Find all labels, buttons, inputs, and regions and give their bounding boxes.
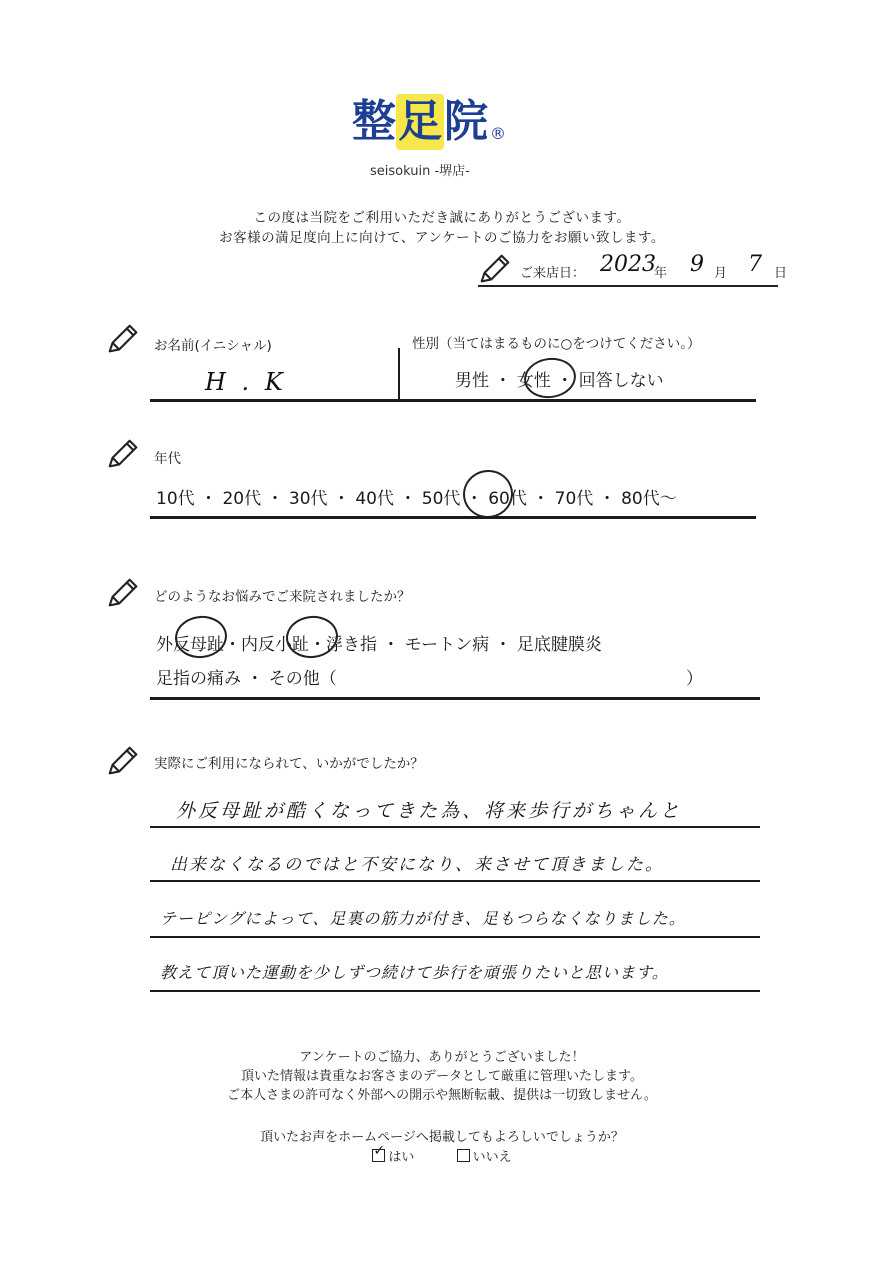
visit-month: 9 (690, 252, 704, 277)
gender-selected-circle (521, 355, 578, 402)
pencil-icon (104, 742, 142, 780)
pencil-icon (104, 435, 142, 473)
visit-date-label: ご来店日： (520, 266, 586, 281)
name-label: お名前(イニシャル) (154, 338, 272, 354)
age-selected-circle (459, 466, 517, 522)
publish-yes-label: はい (388, 1150, 415, 1165)
concern-label: どのようなお悩みでご来院されましたか？ (154, 589, 411, 605)
feedback-line-3: テーピングによって、足裏の筋力が付き、足もつらなくなりました。 (160, 909, 686, 928)
gender-label: 性別（当てはまるものに○をつけてください。） (412, 336, 701, 352)
feedback-rule-3 (150, 936, 760, 938)
feedback-line-4: 教えて頂いた運動を少しずつ続けて歩行を頑張りたいと思います。 (160, 963, 669, 982)
visit-day-unit: 日 (774, 266, 788, 281)
logo-subtitle: seisokuin -堺店- (370, 164, 470, 179)
checkbox-checked-icon[interactable] (372, 1149, 385, 1162)
pencil-icon (476, 250, 514, 288)
feedback-line-1: 外反母趾が酷くなってきた為、将来歩行がちゃんと (176, 800, 683, 822)
age-options: 10代 ・ 20代 ・ 30代 ・ 40代 ・ 50代 ・ 60代 ・ 70代 ・ 80代〜 (156, 489, 677, 509)
logo-char-2: 足 (396, 94, 444, 150)
visit-month-unit: 月 (714, 266, 728, 281)
registered-mark: ® (490, 123, 506, 143)
concern-options-line-1: 外反母趾・内反小趾・浮き指 ・ モートン病 ・ 足底腱膜炎 (156, 635, 602, 655)
feedback-line-2: 出来なくなるのではと不安になり、来させて頂きました。 (170, 855, 664, 875)
concern-underline (150, 697, 760, 700)
pencil-icon (104, 574, 142, 612)
feedback-rule-4 (150, 990, 760, 992)
footer-privacy-1: 頂いた情報は貴重なお客さまのデータとして厳重に管理いたします。 (241, 1069, 643, 1084)
logo (352, 92, 506, 152)
intro-line-1: この度は当院をご利用いただき誠にありがとうございます。 (253, 210, 631, 226)
feedback-label: 実際にご利用になられて、いかがでしたか？ (154, 756, 424, 772)
publish-options (0, 1146, 884, 1165)
logo-char-1: 整 (352, 96, 396, 147)
name-value: H . K (205, 368, 287, 396)
logo-char-3: 院 (444, 96, 488, 147)
footer-privacy-2: ご本人さまの許可なく外部への開示や無断転載、提供は一切致しません。 (227, 1088, 657, 1103)
footer-thanks: アンケートのご協力、ありがとうございました！ (299, 1050, 585, 1065)
concern-options-line-2: 足指の痛み ・ その他（ (156, 669, 337, 689)
gender-options: 男性 ・ 女性 ・ 回答しない (455, 371, 664, 391)
visit-day: 7 (748, 252, 762, 277)
concern-other-close-paren: ） (686, 669, 703, 689)
publish-no-label: いいえ (472, 1150, 512, 1165)
visit-date-underline (478, 285, 778, 287)
feedback-rule-1 (150, 826, 760, 828)
visit-year: 2023 (600, 252, 656, 277)
pencil-icon (104, 320, 142, 358)
visit-year-unit: 年 (654, 266, 668, 281)
name-gender-divider (398, 348, 400, 402)
checkbox-empty-icon[interactable] (457, 1149, 470, 1162)
name-gender-underline (150, 399, 756, 402)
publish-question: 頂いたお声をホームページへ掲載してもよろしいでしょうか？ (260, 1130, 624, 1145)
feedback-rule-2 (150, 880, 760, 882)
intro-line-2: お客様の満足度向上に向けて、アンケートのご協力をお願い致します。 (219, 230, 665, 246)
age-label: 年代 (154, 451, 181, 467)
age-underline (150, 516, 756, 519)
